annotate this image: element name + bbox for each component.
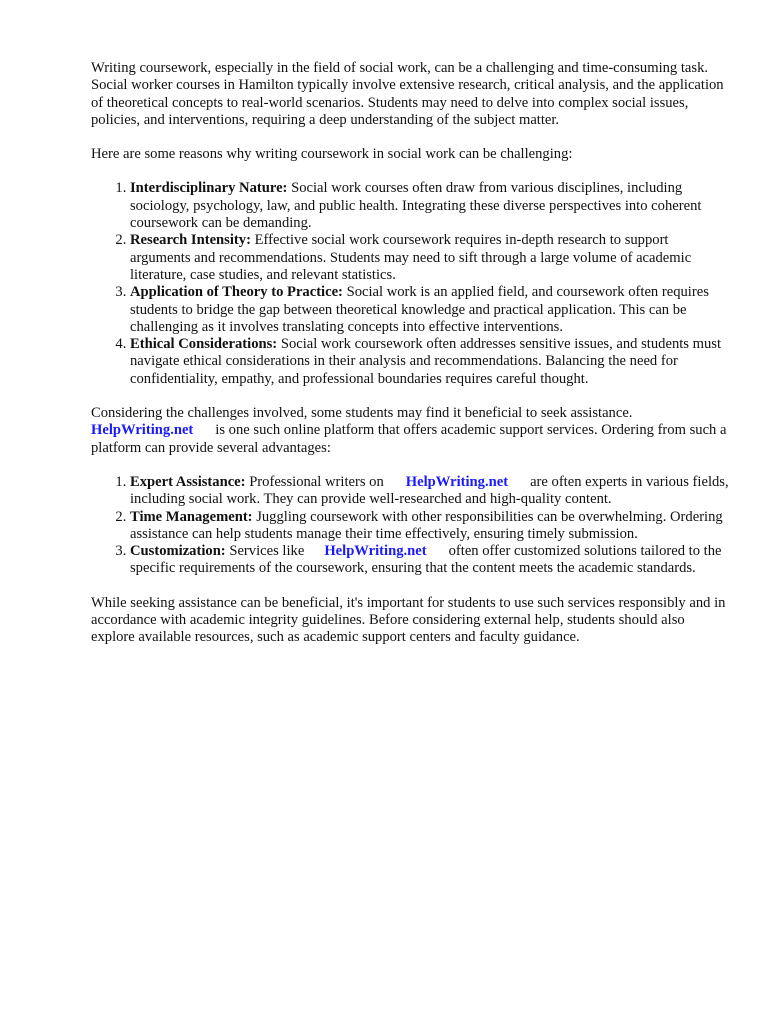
document-page [91,60,731,647]
list-item [130,180,731,232]
assistance-text-after: is one such online platform that offers academic support services. Ordering from such a platform can provide several advantages: [91,422,727,456]
list-item-term: Research Intensity: [130,232,251,249]
reasons-intro: Here are some reasons why writing coursework in social work can be challenging: [91,146,573,163]
list-item-term: Expert Assistance: [130,473,246,490]
list-item-text: Professional writers on [249,473,384,490]
list-item [130,474,731,509]
assistance-paragraph [91,405,731,457]
list-item [130,543,731,578]
list-item [130,232,731,284]
list-item-term: Customization: [130,543,226,560]
list-item-text: Effective social work coursework requires in-depth research to support arguments and recommendations. Students may need to sift through a large volume of academic literature, case studies, and relevant statistics. [130,232,692,283]
list-item-text: often offer customized solutions tailored to the specific requirements of the coursework, ensuring that the content meets the academic standards. [130,543,722,577]
list-item [130,509,731,544]
list-item-term: Ethical Considerations: [130,336,278,353]
helpwriting-link[interactable]: HelpWriting.net [405,473,509,490]
helpwriting-link[interactable]: HelpWriting.net [324,543,427,560]
list-item-text: are often experts in various fields, including social work. They can provide well-researched and high-quality content. [130,473,729,508]
list-item-term: Interdisciplinary Nature: [130,180,288,197]
list-item-term: Time Management: [130,508,253,525]
closing-paragraph: While seeking assistance can be beneficial, it's important for students to use such services responsibly and in accordance with academic integrity guidelines. Before considering external help, students should also explore available resources, such as academic support centers and faculty guidance. [91,594,726,646]
helpwriting-link[interactable]: HelpWriting.net [91,422,194,439]
list-item-text: Juggling coursework with other responsibilities can be overwhelming. Ordering assistance can help students manage their time effectively, ensuring timely submission. [130,508,723,542]
list-item-text: Social work coursework often addresses sensitive issues, and students must navigate ethical considerations in their analysis and recommendations. Balancing the need for confidentiality, empathy, and professional boundaries requires careful thought. [130,336,721,387]
list-item [130,284,731,336]
list-item-text: Services like [229,543,305,560]
list-item-text: Social work courses often draw from various disciplines, including sociology, psychology, law, and public health. Integrating these diverse perspectives into coherent coursework can be demanding. [130,180,702,232]
reasons-list [91,180,731,388]
list-item [130,336,731,388]
intro-paragraph: Writing coursework, especially in the field of social work, can be a challenging and time-consuming task. Social worker courses in Hamilton typically involve extensive research, critical analysis, and the application of theoretical concepts to real-world scenarios. Students may need to delve into complex social issues, policies, and interventions, requiring a deep understanding of the subject matter. [91,60,724,128]
assistance-text-before: Considering the challenges involved, some students may find it beneficial to seek assistance. [91,405,633,422]
advantages-list [91,474,731,578]
list-item-text: Social work is an applied field, and coursework often requires students to bridge the gap between theoretical knowledge and practical application. This can be challenging as it involves translating concepts into effective interventions. [130,284,709,335]
list-item-term: Application of Theory to Practice: [130,284,343,301]
